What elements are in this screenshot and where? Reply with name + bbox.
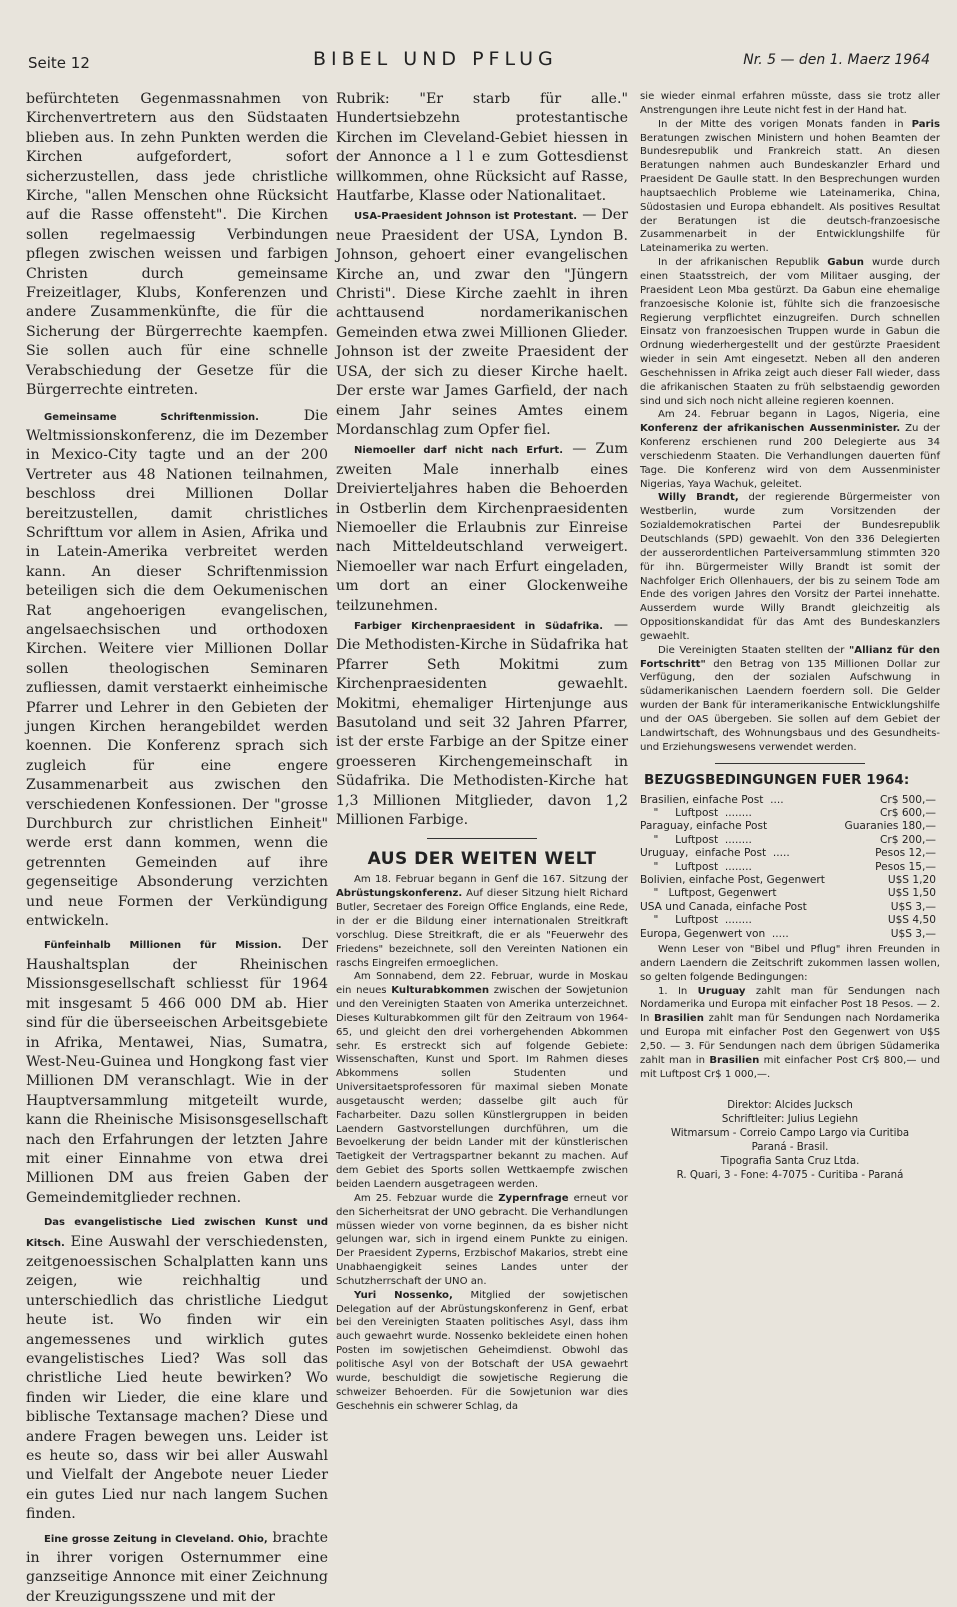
- news-nossenko: Yuri Nossenko, Mitglied der sowjetischen Delegation auf der Abrüstungskonferenz in Genf, erbat bei den Vereinigten Staaten politisches Asyl, dass ihm auch gewaehrt wurde. Nossenko bekleidete einen hohen Posten im sowjetischen Geheimdienst. Obwohl das politische Asyl von der Botschaft der USA gewaehrt wurde, beschuldigt die sowjetische Regierung die schweizer Behoerden. Für die Sowjetunion war dies Geschehnis ein schwerer Schlag, da: [336, 1289, 628, 1412]
- price-row: [640, 807, 936, 820]
- imprint-line: Paraná - Brasil.: [751, 1142, 829, 1154]
- article-mission-budget: Fünfeinhalb Millionen für Mission. Der Haushaltsplan der Rheinischen Missionsgesellschaft schliesst für 1964 mit insgesamt 5 466 000 DM ab. Hier sind für die überseeischen Arbeitsgebiete in Afrika, Mentawei, Nias, Sumatra, West-Neu-Guinea und Hongkong fast vier Millionen DM veranschlagt. Wie in der Hauptversammlung mitgeteilt wurde, kann die Rheinische Misisonsgesellschaft nach den Erfahrungen der letzten Jahre mit einer Einnahme von etwa drei Millionen DM aus freien Gaben der Gemeindemitglieder rechnen.: [26, 936, 328, 1206]
- price-label: USA und Canada, einfache Post: [640, 900, 807, 913]
- article-continuation: befürchteten Gegenmassnahmen von Kirchenvertretern aus den Südstaaten blieben aus. In zehn Punkten werden die Kirchen aufgefordert, sofort sicherzustellen, dass jede christliche Kirche, "allen Menschen ohne Rücksicht auf die Rasse offensteht". Die Kirchen sollen regelmaessig Verbindungen pflegen zwischen weissen und farbigen Christen durch gemeinsame Freizeitlager, Klubs, Konferenzen und andere Zusammenkünfte, die für die Sicherung der Bürgerrechte kaempfen. Sie sollen auch für eine schnelle Verabschiedung der Gesetze für die Bürgerrechte eintreten.: [26, 91, 328, 399]
- price-amount: U$S 1,20: [887, 873, 936, 886]
- article-lied: Das evangelistische Lied zwischen Kunst und Kitsch. Eine Auswahl der verschiedensten, zeitgenoessischen Schalplatten kann uns zeigen, wie reichhaltig und unterschiedlich das christliche Liedgut heute ist. Wo finden wir ein angemessenes und wirklich gutes evangelistisches Lied? Was soll das christliche Lied heute bewirken? Wo finden wir Lieder, die eine klare und biblische Textansage machen? Diese und andere Fragen bewegen uns. Leider ist es heute so, dass wir bei aller Auswahl und Vielfalt der Angebote neuer Lieder ein gutes Lied nur nach langem Suchen finden.: [26, 1217, 328, 1523]
- price-amount: Guaranies 180,—: [844, 820, 936, 833]
- price-amount: U$S 3,—: [890, 927, 936, 940]
- price-label: Europa, Gegenwert von .....: [640, 927, 789, 940]
- price-amount: Cr$ 600,—: [879, 806, 936, 819]
- price-label: " Luftpost ........: [640, 860, 752, 873]
- price-label: Bolivien, einfache Post, Gegenwert: [640, 873, 825, 886]
- price-label: " Luftpost, Gegenwert: [640, 887, 777, 900]
- subscription-note: Wenn Leser von "Bibel und Pflug" ihren Freunden in andern Laendern die Zeitschrift zukommen lassen wollen, so gelten folgende Bedingungen:: [640, 943, 940, 983]
- imprint-line: Witmarsum - Correio Campo Largo via Curitiba: [670, 1128, 910, 1140]
- price-label: " Luftpost ........: [640, 806, 752, 819]
- price-amount: Cr$ 200,—: [879, 833, 936, 846]
- news-gabun: In der afrikanischen Republik Gabun wurde durch einen Staatsstreich, der vom Militaer ausging, der Praesident Leon Mba gestürzt. Da Gabun eine ehemalige franzoesische Kolonie ist, fühlte sich die franzoesische Regierung verpflichtet einzugreifen. Durch schnellen Einsatz von franzoesischen Truppen wurde in Gabun die Ordnung wiederhergestellt und der gestürzte Praesident wieder in sein Amt eingesetzt. Neben all den anderen Geschehnissen in Afrika zeigt auch dieser Fall wieder, dass die afrikanischen Staaten zu früh selbstaendig geworden sind und sich noch nicht alleine regieren koennen.: [640, 257, 941, 407]
- page-number: Seite 12: [28, 54, 90, 72]
- news-moskau: Am Sonnabend, dem 22. Februar, wurde in Moskau ein neues Kulturabkommen zwischen der Sowjetunion und den Vereinigten Staaten von Amerika unterzeichnet. Dieses Kulturabkommen gilt für den Zeitraum von 1964-65, und gleicht den drei vorhergehenden Abkommen sehr. Es erstreckt sich auf folgende Gebiete: Wissenschaften, Kunst und Sport. Im Rahmen dieses Abkommens sollen Studenten und Universitaetsprofessoren für maximal sieben Monate ausgetauscht werden; dasselbe gilt auch für Facharbeiter. Dazu sollen Künstlergruppen in beiden Laendern Gastvorstellungen durchführen, um die Bevoelkerung der beidn Lander mit der künstlerischen Taetigkeit der Vertragspartner bekannt zu machen. Auf dem Gebiet des Sports sollen Wettkaempfe zwischen beiden Laendern ausgetrageen werden.: [336, 971, 628, 1190]
- imprint-line: Tipografia Santa Cruz Ltda.: [720, 1156, 860, 1168]
- news-genf: Am 18. Februar begann in Genf die 167. Sitzung der Abrüstungskonferenz. Auf dieser Sitzung hielt Richard Butler, Secretaer des Foreign Office Englands, eine Rede, in der er die Bildung einer internationalen Streitkraft vorschlug. Diese Streitkraft, die er als "Feuerwehr des Friedens" bezeichnete, soll den Vereinten Nationen ein raschs Eingreifen ermoeglichen.: [336, 874, 628, 969]
- price-row: [640, 928, 936, 941]
- article-schriftenmission: Gemeinsame Schriftenmission. Die Weltmissionskonferenz, die im Dezember in Mexico-City tagte und an der 200 Vertreter aus 48 Nationen teilnahmen, beschloss drei Millionen Dollar bereitzustellen, damit christliches Schrifttum vor allem in Asien, Afrika und in Latein-Amerika verbreitet werden kann. An dieser Schriftenmission beteiligen sich die dem Oekumenischen Rat angehoerigen evangelischen, angelsaechsischen und orthodoxen Kirchen. Weitere vier Millionen Dollar sollen theologischen Seminaren zufliessen, damit verstaerkt einheimische Pfarrer und Lehrer in den Gebieten der jungen Kirchen herangebildet werden koennen. Die Konferenz sprach sich zugleich für eine engere Zusammenarbeit aus zwischen den verschiedenen Konfessionen. Der "grosse Durchburch zur christlichen Einheit" werde erst dann kommen, wenn die getrennten Gemeinden auf ihre gegenseitige Absonderung verzichten und neue Formen der Verkündigung entwickeln.: [26, 407, 328, 930]
- article-heading: Das evangelistische Lied zwischen Kunst und Kitsch.: [26, 1217, 328, 1249]
- imprint-line: Direktor: Alcides Jucksch: [727, 1100, 853, 1112]
- article-continuation: sie wieder einmal erfahren müsste, dass sie trotz aller Anstrengungen ihre Leute nicht fest in der Hand hat.: [640, 91, 940, 116]
- article-heading: Fünfeinhalb Millionen für Mission.: [44, 940, 282, 952]
- column-3: [640, 90, 940, 1395]
- article-continuation: Rubrik: "Er starb für alle." Hundertsiebzehn protestantische Kirchen im Cleveland-Gebiet hiessen in der Annonce a l l e zum Gottesdienst willkommen, ohne Rücksicht auf Rasse, Hautfarbe, Klasse oder Nationalitaet.: [336, 91, 628, 205]
- price-amount: U$S 4,50: [887, 914, 936, 927]
- imprint-line: Schriftleiter: Julius Legiehn: [721, 1114, 859, 1126]
- price-label: " Luftpost ........: [640, 833, 752, 846]
- price-row: [640, 820, 936, 833]
- column-2: [336, 90, 628, 1412]
- price-label: Brasilien, einfache Post ....: [640, 793, 784, 806]
- subscription-conditions: 1. In Uruguay zahlt man für Sendungen nach Nordamerika und Europa mit einfacher Post 18 Pesos. — 2. In Brasilien zahlt man für Sendungen nach Nordamerika und Europa mit einfacher Post den Gegenwert von U$S 2,50. — 3. Für Sendungen nach dem übrigen Südamerika zahlt man in Brasilien mit einfacher Post Cr$ 800,— und mit Luftpost Cr$ 1 000,—.: [640, 985, 940, 1080]
- article-heading: Eine grosse Zeitung in Cleveland. Ohio,: [44, 1533, 268, 1545]
- price-row: [640, 887, 936, 900]
- price-row: [640, 901, 936, 914]
- price-row: [640, 861, 936, 874]
- article-suedafrika: Farbiger Kirchenpraesident in Südafrika. — Die Methodisten-Kirche in Südafrika hat Pfarrer Seth Mokitmi zum Kirchenpraesidenten gewaehlt. Mokitmi, ehemaliger Hirtenjunge aus Basutoland und seit 32 Jahren Pfarrer, ist der erste Farbige an der Spitze einer groesseren Kirchengemeinschaft in Südafrika. Die Methodisten-Kirche hat 1,3 Millionen Mitglieder, davon 1,2 Millionen Farbige.: [336, 616, 628, 829]
- price-amount: Pesos 15,—: [875, 860, 936, 873]
- price-row: [640, 874, 936, 887]
- article-niemoeller: Niemoeller darf nicht nach Erfurt. — Zum zweiten Male innerhalb eines Dreivierteljahres haben die Behoerden in Ostberlin dem Kirchenpraesidenten Niemoeller die Erlaubnis zur Einreise nach Mitteldeutschland verweigert. Niemoeller war nach Erfurt eingeladen, um dort an einer Glockenweihe teilzunehmen.: [336, 441, 628, 614]
- section-title: AUS DER WEITEN WELT: [367, 849, 597, 870]
- price-label: Uruguay, einfache Post .....: [640, 847, 790, 860]
- price-row: [640, 794, 936, 807]
- news-brandt: Willy Brandt, der regierende Bürgermeister von Westberlin, wurde zum Vorsitzenden der Sozialdemokratischen Partei der Bundesrepublik Deutschlands (SPD) gewaehlt. Von den 336 Delegierten der ausserordentlichen Parteiversammlung stimmten 320 für ihn. Bürgermeister Willy Brandt ist somit der Nachfolger Erich Ollenhauers, der bis zu seinem Tode am Ende des vorigen Jahres den Vorsitz der Partei innehatte. Ausserdem wurde Willy Brandt gleichzeitig als Oppositionskandidat für das Amt des Bundeskanzlers gewaehlt.: [640, 492, 940, 642]
- article-heading: Gemeinsame Schriftenmission.: [44, 411, 259, 423]
- price-amount: Pesos 12,—: [875, 847, 936, 860]
- article-heading: Niemoeller darf nicht nach Erfurt.: [354, 445, 564, 457]
- page-header: [28, 46, 930, 76]
- world-news: [336, 873, 628, 1413]
- news-lagos: Am 24. Februar begann in Lagos, Nigeria, eine Konferenz der afrikanischen Aussenminister. Zu der Konferenz erschienen rund 200 Delegierte aus 34 verschiedenm Staaten. Die Verhandlungen dauerten fünf Tage. Die Konferenz wird von dem Aussenminister Nigerias, Yaya Wachuk, geleitet.: [640, 409, 941, 490]
- article-heading: Farbiger Kirchenpraesident in Südafrika.: [354, 620, 604, 632]
- masthead-title: BIBEL UND PFLUG: [313, 48, 558, 70]
- imprint: [640, 1099, 940, 1183]
- price-row: [640, 847, 936, 860]
- news-allianz: Die Vereinigten Staaten stellten der "Allianz für den Fortschritt" den Betrag von 135 Millionen Dollar zur Verfügung, den der sozialen Aufschwung in südamerikanischen Laendern foerdern soll. Die Gelder wurden der Bank für interamerikanische Entwicklungshilfe und der OAS übergeben. Sie sollen auf dem Gebiet der Landwirtschaft, des Wohnungsbaus und des Gesundheits- und Erziehungswesens verwendet werden.: [640, 644, 940, 753]
- imprint-line: R. Quari, 3 - Fone: 4-7075 - Curitiba - Paraná: [676, 1170, 904, 1182]
- article-cleveland: Eine grosse Zeitung in Cleveland. Ohio, brachte in ihrer vorigen Osternummer eine ganzseitige Annonce mit einer Zeichnung der Kreuzigungsszene und mit der: [26, 1529, 329, 1605]
- price-amount: U$S 3,—: [890, 900, 936, 913]
- article-heading: USA-Praesident Johnson ist Protestant.: [354, 211, 578, 223]
- price-amount: U$S 1,50: [887, 887, 936, 900]
- issue-date: Nr. 5 — den 1. Maerz 1964: [743, 52, 930, 68]
- price-row: [640, 834, 936, 847]
- news-paris: In der Mitte des vorigen Monats fanden in Paris Beratungen zwischen Ministern und hohen Beamten der Bundesrepublik und Frankreich statt. An diesen Beratungen nahmen auch Bundeskanzler Erhard und Praesident De Gaulle statt. In den Besprechungen wurden hauptsaechlich Probleme wie Lateinamerika, China, Südostasien und Europa ebhandelt. Als positives Resultat der Beratungen ist die deutsch-franzoesische Zusammenarbeit in der Entwicklungshilfe für Lateinamerika zu werten.: [640, 118, 940, 255]
- article-johnson: USA-Praesident Johnson ist Protestant. — Der neue Praesident der USA, Lyndon B. Johnson, gehoert einer evangelischen Kirche an, und zwar den "Jüngern Christi". Diese Kirche zaehlt in ihren achttausend nordamerikanischen Gemeinden etwa zwei Millionen Glieder. Johnson ist der zweite Praesident der USA, der sich zu dieser Kirche haelt. Der erste war James Garfield, der nach einem Jahr seines Amtes einem Mordanschlag zum Opfer fiel.: [336, 207, 628, 438]
- price-row: [640, 914, 936, 927]
- column-1: [26, 90, 329, 1605]
- divider: [427, 838, 537, 839]
- price-amount: Cr$ 500,—: [879, 793, 936, 806]
- price-table: [640, 794, 936, 941]
- price-label: Paraguay, einfache Post: [640, 820, 768, 833]
- divider: [715, 763, 865, 764]
- subscription-title: BEZUGSBEDINGUNGEN FUER 1964:: [644, 771, 910, 788]
- news-zypern: Am 25. Febzuar wurde die Zypernfrage erneut vor den Sicherheitsrat der UNO gebracht. Die Verhandlungen müssen wieder von vorne beginnen, da es bisher nicht gelungen war, sich in irgend einem Punkte zu einigen. Der Praesident Zyperns, Erzbischof Makarios, strebt eine Unabhaengigkeit seines Landes unter der Schutzherrschaft der UNO an.: [336, 1192, 628, 1287]
- price-label: " Luftpost ........: [640, 914, 752, 927]
